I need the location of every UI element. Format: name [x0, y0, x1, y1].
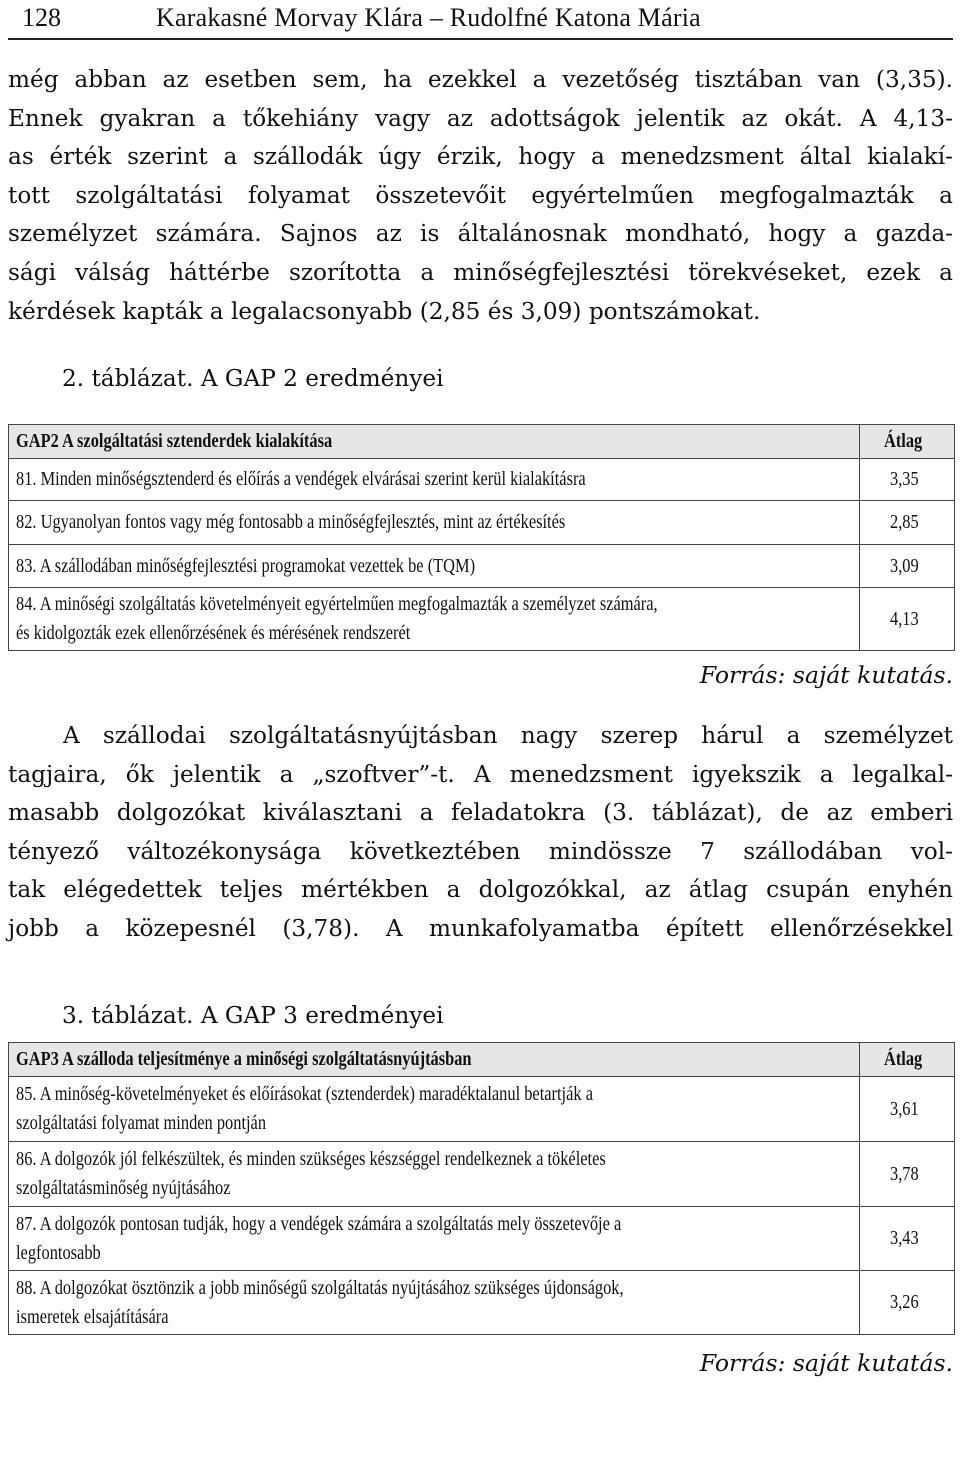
- table-2: [8, 424, 955, 651]
- text-line: még abban az esetben sem, ha ezekkel a vezetőség tisztában van (3,35).: [8, 66, 953, 93]
- row-value: 3,78: [860, 1142, 955, 1207]
- text-line: tott szolgáltatási folyamat összetevőit egyértelműen megfogalmazták a: [8, 181, 953, 209]
- text-line: jobb a közepesnél (3,78). A munkafolyamatba épített ellenőrzésekkel: [8, 914, 953, 942]
- text-line: személyzet számára. Sajnos az is általánosnak mondható, hogy a gazda-: [8, 220, 953, 248]
- row-text: 88. A dolgozókat ösztönzik a jobb minőségű szolgáltatás nyújtásához szükséges újdonságok, ismeretek elsajátítására: [9, 1271, 860, 1335]
- table-row: [9, 1271, 955, 1335]
- row-value: 3,43: [860, 1207, 955, 1271]
- text-line: tagjaira, ők jelentik a „szoftver”-t. A menedzsment igyekszik a legalkal-: [8, 760, 953, 788]
- text-line: tak elégedettek teljes mértékben a dolgozókkal, az átlag csupán enyhén: [8, 876, 953, 904]
- table-row: [9, 1077, 955, 1142]
- table-header-row: [9, 1043, 955, 1077]
- row-value: 3,26: [860, 1271, 955, 1335]
- table-3-caption: 3. táblázat. A GAP 3 eredményei: [62, 1002, 444, 1029]
- row-text: 86. A dolgozók jól felkészültek, és minden szükséges készséggel rendelkeznek a tökéletes szolgáltatásminőség nyújtásához: [9, 1142, 860, 1207]
- table-row: [9, 501, 955, 545]
- table-header-avg: Átlag: [860, 1043, 955, 1077]
- table-2-source: Forrás: saját kutatás.: [699, 661, 953, 689]
- paragraph-2: [8, 717, 953, 949]
- row-value: 3,61: [860, 1077, 955, 1142]
- row-value: 3,09: [860, 545, 955, 588]
- text-line: A szállodai szolgáltatásnyújtásban nagy szerep hárul a személyzet: [63, 722, 953, 749]
- table-row: [9, 545, 955, 588]
- table-header-title: GAP3 A szálloda teljesítménye a minőségi szolgáltatásnyújtásban: [9, 1043, 860, 1077]
- text-line: sági válság háttérbe szorította a minőségfejlesztési törekvéseket, ezek a: [8, 258, 953, 286]
- row-text: 82. Ugyanolyan fontos vagy még fontosabb a minőségfejlesztés, mint az értékesítés: [9, 501, 860, 545]
- table-row: [9, 459, 955, 501]
- text-line: tényező változékonysága következtében mindössze 7 szállodában vol-: [8, 837, 953, 865]
- row-text: 81. Minden minőségsztenderd és előírás a vendégek elvárásai szerint kerül kialakításra: [9, 459, 860, 501]
- running-title: Karakasné Morvay Klára – Rudolfné Katona Mária: [156, 3, 701, 32]
- row-value: 2,85: [860, 501, 955, 545]
- row-text: 87. A dolgozók pontosan tudják, hogy a vendégek számára a szolgáltatás mely összetevője a legfontosabb: [9, 1207, 860, 1271]
- table-row: [9, 1207, 955, 1271]
- text-line: masabb dolgozókat kiválasztani a feladatokra (3. táblázat), de az emberi: [8, 799, 953, 827]
- table-2-caption: 2. táblázat. A GAP 2 eredményei: [62, 365, 444, 392]
- text-line: kérdések kapták a legalacsonyabb (2,85 és 3,09) pontszámokat.: [8, 297, 761, 325]
- table-3-source: Forrás: saját kutatás.: [699, 1349, 953, 1377]
- row-value: 4,13: [860, 588, 955, 651]
- table-header-title: GAP2 A szolgáltatási sztenderdek kialakítása: [9, 425, 860, 459]
- row-value: 3,35: [860, 459, 955, 501]
- text-line: Ennek gyakran a tőkehiány vagy az adottságok jelentik az okát. A 4,13-: [8, 104, 953, 132]
- table-row: [9, 588, 955, 651]
- row-text: 83. A szállodában minőségfejlesztési programokat vezettek be (TQM): [9, 545, 860, 588]
- page-header: [8, 0, 953, 40]
- page-number: 128: [22, 3, 61, 32]
- text-line: as érték szerint a szállodák úgy érzik, hogy a menedzsment által kialakí-: [8, 143, 953, 171]
- table-header-avg: Átlag: [860, 425, 955, 459]
- table-row: [9, 1142, 955, 1207]
- row-text: 85. A minőség-követelményeket és előírásokat (sztenderdek) maradéktalanul betartják a szolgáltatási folyamat minden pontján: [9, 1077, 860, 1142]
- table-3: [8, 1042, 955, 1335]
- paragraph-1: [8, 61, 953, 331]
- row-text: 84. A minőségi szolgáltatás követelményeit egyértelműen megfogalmazták a személyzet számára, és kidolgozták ezek ellenőrzésének és mérésének rendszerét: [9, 588, 860, 651]
- table-header-row: [9, 425, 955, 459]
